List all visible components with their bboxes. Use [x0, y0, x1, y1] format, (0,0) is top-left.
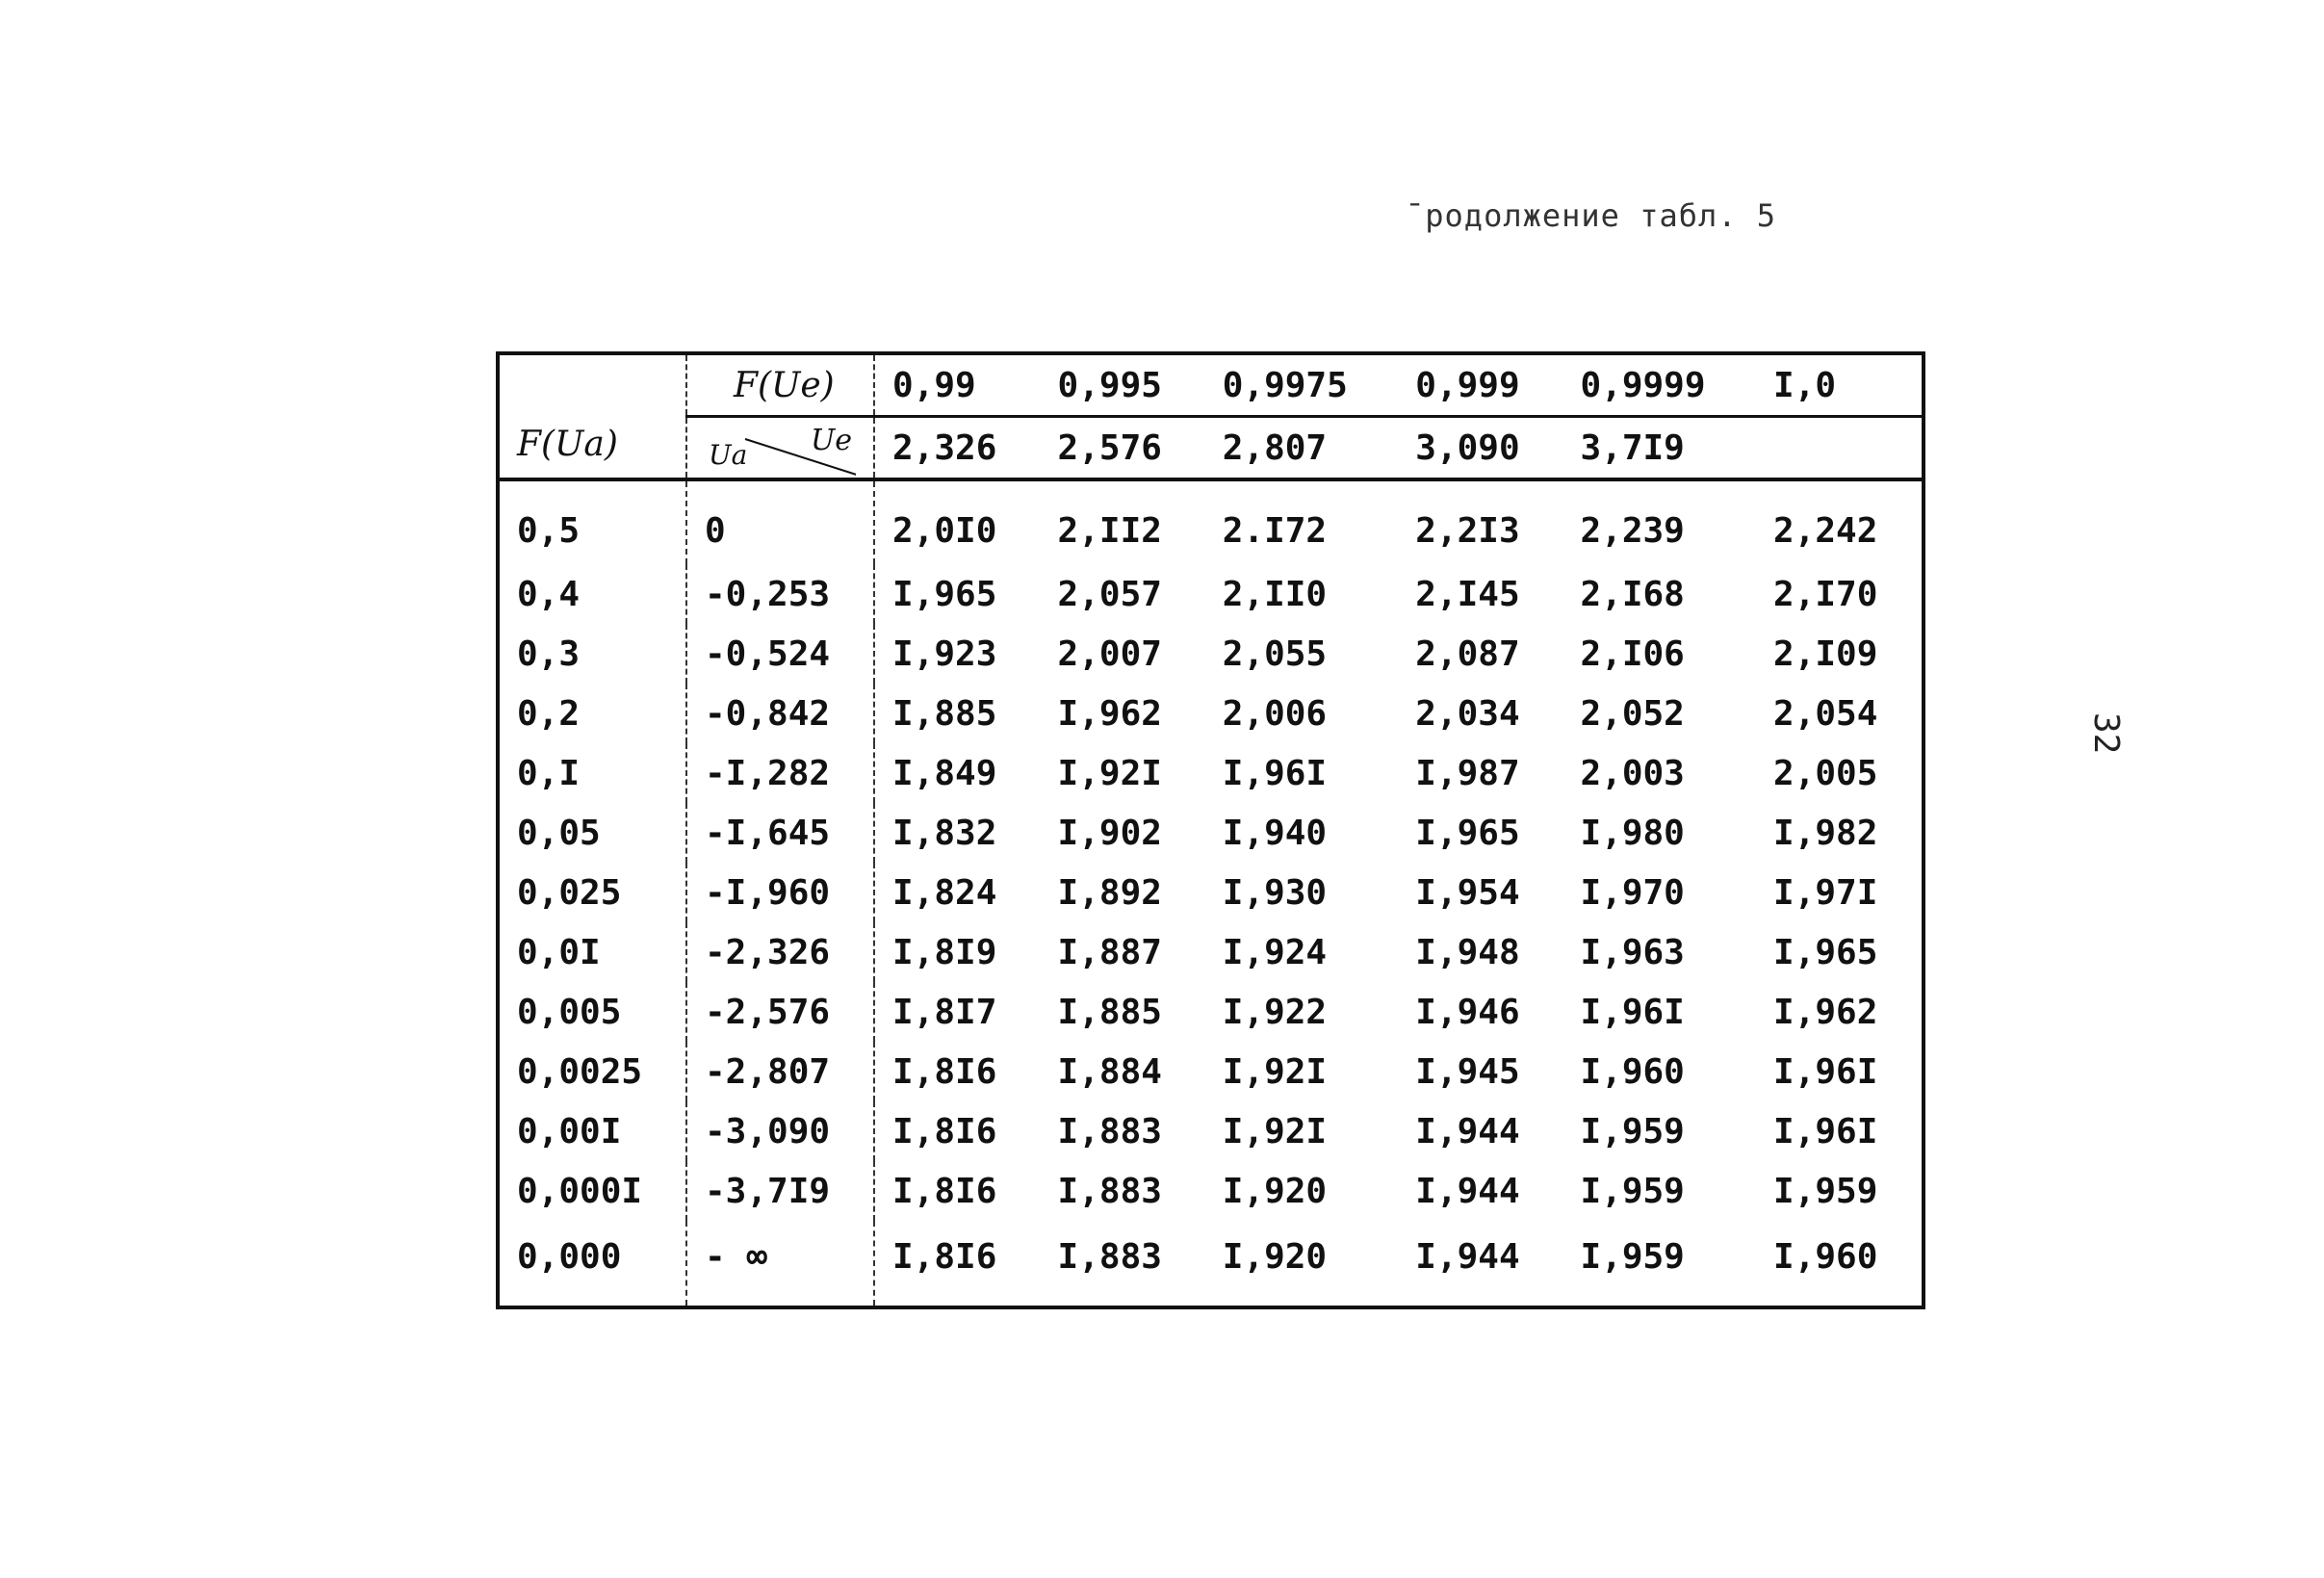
value-cell: 2,057	[1057, 574, 1162, 614]
value-cell: I,954	[1415, 872, 1520, 913]
f-ua-cell: 0,05	[498, 803, 686, 863]
table-caption: ¯родолжение табл. 5	[1406, 197, 1777, 234]
value-cell: I,892	[1057, 872, 1162, 913]
value-cell: I,962	[1057, 693, 1162, 734]
value-cell: I,959	[1773, 1171, 1878, 1211]
value-cell: 2,I06	[1580, 634, 1685, 674]
ua-cell: -0,253	[686, 564, 874, 624]
page-number: 32	[2086, 712, 2126, 755]
ua-cell: -2,807	[686, 1042, 874, 1101]
value-cell: I,965	[1415, 813, 1520, 853]
value-cell: 2,052	[1580, 693, 1685, 734]
ua-cell: -I,282	[686, 743, 874, 803]
value-cell: I,8I6	[892, 1051, 997, 1092]
f-ua-label: F(Ua)	[517, 425, 618, 464]
table-row	[498, 684, 1924, 743]
value-cell: I,8I6	[892, 1236, 997, 1277]
ua-cell: -I,645	[686, 803, 874, 863]
f-ua-cell: 0,000	[498, 1221, 686, 1307]
value-cell: I,849	[892, 753, 997, 793]
f-ue-col-3: 0,999	[1398, 353, 1562, 417]
f-ua-cell: 0,4	[498, 564, 686, 624]
value-cell: I,920	[1222, 1171, 1328, 1211]
value-cell: 2,055	[1222, 634, 1328, 674]
value-cell: 2,0I0	[892, 510, 997, 551]
value-cell: I,96I	[1222, 753, 1328, 793]
value-cell: I,8I7	[892, 992, 997, 1032]
value-cell: I,96I	[1580, 992, 1685, 1032]
value-cell: I,885	[1057, 992, 1162, 1032]
ua-cell: -3,090	[686, 1101, 874, 1161]
value-cell: I,8I9	[892, 932, 997, 972]
value-cell: 2,II0	[1222, 574, 1328, 614]
table-row	[498, 1221, 1924, 1307]
ue-col-2: 2,807	[1205, 417, 1399, 480]
ua-ue-diagonal-cell	[686, 417, 874, 480]
value-cell: 2,I45	[1415, 574, 1520, 614]
value-cell: I,959	[1580, 1236, 1685, 1277]
header-row-ue	[498, 417, 1924, 480]
ua-cell: -2,326	[686, 922, 874, 982]
f-ue-col-1: 0,995	[1041, 353, 1205, 417]
value-cell: I,963	[1580, 932, 1685, 972]
f-ua-cell: 0,I	[498, 743, 686, 803]
ua-cell: -0,842	[686, 684, 874, 743]
table-row	[498, 1042, 1924, 1101]
value-cell: 2,II2	[1057, 510, 1162, 551]
f-ue-col-2: 0,9975	[1205, 353, 1399, 417]
f-ua-cell: 0,2	[498, 684, 686, 743]
value-cell: I,887	[1057, 932, 1162, 972]
value-cell: I,883	[1057, 1236, 1162, 1277]
table-body	[498, 479, 1924, 1307]
value-cell: I,959	[1580, 1111, 1685, 1151]
value-cell: I,96I	[1773, 1051, 1878, 1092]
value-cell: 2,007	[1057, 634, 1162, 674]
f-ua-cell: 0,025	[498, 863, 686, 922]
value-cell: I,8I6	[892, 1171, 997, 1211]
value-cell: I,940	[1222, 813, 1328, 853]
table-row	[498, 1101, 1924, 1161]
value-cell: I,945	[1415, 1051, 1520, 1092]
ua-cell: -3,7I9	[686, 1161, 874, 1221]
ua-cell: - ∞	[686, 1221, 874, 1307]
value-cell: I,922	[1222, 992, 1328, 1032]
f-ua-cell: 0,3	[498, 624, 686, 684]
ua-cell: -2,576	[686, 982, 874, 1042]
value-cell: I,970	[1580, 872, 1685, 913]
f-ue-label: F(Ue)	[734, 365, 835, 405]
value-cell: 2,I70	[1773, 574, 1878, 614]
ue-col-4: 3,7I9	[1562, 417, 1756, 480]
value-cell: 2,2I3	[1415, 510, 1520, 551]
value-cell: I,97I	[1773, 872, 1878, 913]
value-cell: I,944	[1415, 1111, 1520, 1151]
value-cell: I,96I	[1773, 1111, 1878, 1151]
value-cell: I,920	[1222, 1236, 1328, 1277]
value-cell: 2,I68	[1580, 574, 1685, 614]
table-row	[498, 803, 1924, 863]
value-cell: I,924	[1222, 932, 1328, 972]
value-cell: I,92I	[1222, 1111, 1328, 1151]
row-header-label	[498, 353, 686, 479]
value-cell: I,930	[1222, 872, 1328, 913]
value-cell: 2,239	[1580, 510, 1685, 551]
value-cell: I,824	[892, 872, 997, 913]
f-ua-cell: 0,00I	[498, 1101, 686, 1161]
data-table	[496, 351, 1925, 1309]
value-cell: I,987	[1415, 753, 1520, 793]
f-ue-col-5: I,0	[1756, 353, 1924, 417]
value-cell: 2,054	[1773, 693, 1878, 734]
ua-cell: -I,960	[686, 863, 874, 922]
value-cell: I,884	[1057, 1051, 1162, 1092]
table-container	[496, 351, 1925, 1290]
value-cell: I,982	[1773, 813, 1878, 853]
value-cell: I,832	[892, 813, 997, 853]
f-ua-cell: 0,5	[498, 479, 686, 564]
value-cell: 2,242	[1773, 510, 1878, 551]
table-row	[498, 564, 1924, 624]
table-row	[498, 743, 1924, 803]
ue-label: Ue	[811, 424, 853, 457]
value-cell: I,946	[1415, 992, 1520, 1032]
value-cell: I,885	[892, 693, 997, 734]
value-cell: 2.I72	[1222, 510, 1328, 551]
table-row	[498, 982, 1924, 1042]
value-cell: I,8I6	[892, 1111, 997, 1151]
f-ua-cell: 0,0I	[498, 922, 686, 982]
ue-col-1: 2,576	[1041, 417, 1205, 480]
ua-cell: -0,524	[686, 624, 874, 684]
table-row	[498, 1161, 1924, 1221]
ua-label: Ua	[709, 439, 748, 471]
f-ua-cell: 0,000I	[498, 1161, 686, 1221]
f-ue-label-cell	[686, 353, 874, 417]
header-row-f-ue	[498, 353, 1924, 417]
ue-col-5	[1756, 417, 1924, 480]
value-cell: I,902	[1057, 813, 1162, 853]
f-ue-col-0: 0,99	[874, 353, 1041, 417]
value-cell: I,960	[1773, 1236, 1878, 1277]
ue-col-3: 3,090	[1398, 417, 1562, 480]
ue-col-0: 2,326	[874, 417, 1041, 480]
value-cell: I,965	[1773, 932, 1878, 972]
table-row	[498, 479, 1924, 564]
f-ua-cell: 0,005	[498, 982, 686, 1042]
value-cell: I,948	[1415, 932, 1520, 972]
value-cell: I,923	[892, 634, 997, 674]
value-cell: I,965	[892, 574, 997, 614]
f-ue-col-4: 0,9999	[1562, 353, 1756, 417]
table-row	[498, 624, 1924, 684]
value-cell: I,883	[1057, 1171, 1162, 1211]
value-cell: I,92I	[1057, 753, 1162, 793]
value-cell: 2,087	[1415, 634, 1520, 674]
table-row	[498, 922, 1924, 982]
value-cell: I,92I	[1222, 1051, 1328, 1092]
value-cell: 2,I09	[1773, 634, 1878, 674]
table-row	[498, 863, 1924, 922]
value-cell: I,962	[1773, 992, 1878, 1032]
value-cell: 2,006	[1222, 693, 1328, 734]
value-cell: I,883	[1057, 1111, 1162, 1151]
value-cell: 2,003	[1580, 753, 1685, 793]
ua-cell: 0	[686, 479, 874, 564]
value-cell: 2,005	[1773, 753, 1878, 793]
value-cell: I,959	[1580, 1171, 1685, 1211]
value-cell: I,980	[1580, 813, 1685, 853]
value-cell: 2,034	[1415, 693, 1520, 734]
f-ua-cell: 0,0025	[498, 1042, 686, 1101]
value-cell: I,960	[1580, 1051, 1685, 1092]
value-cell: I,944	[1415, 1236, 1520, 1277]
value-cell: I,944	[1415, 1171, 1520, 1211]
